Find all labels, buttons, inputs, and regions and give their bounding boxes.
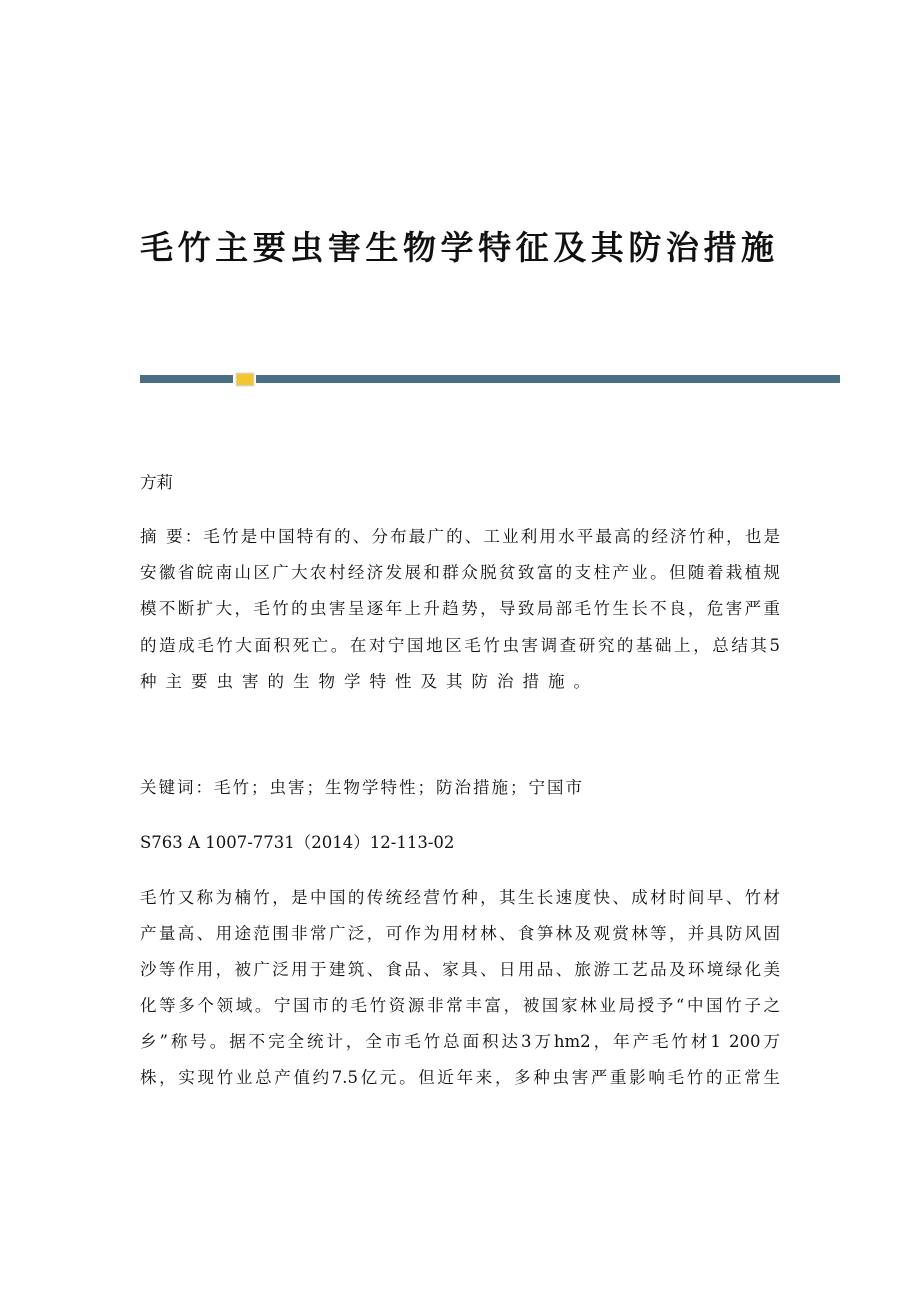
body-line: 沙等作用，被广泛用于建筑、食品、家具、日用品、旅游工艺品及环境绿化美: [140, 960, 780, 979]
abstract-line: 种主要虫害的生物学特性及其防治措施。: [140, 672, 599, 691]
divider-left: [140, 375, 233, 383]
abstract-line: 安徽省皖南山区广大农村经济发展和群众脱贫致富的支柱产业。但随着栽植规: [140, 563, 780, 582]
abstract-line: 的造成毛竹大面积死亡。在对宁国地区毛竹虫害调查研究的基础上，总结其5: [140, 636, 780, 655]
abstract-line: 摘 要：毛竹是中国特有的、分布最广的、工业利用水平最高的经济竹种，也是: [140, 527, 780, 546]
classification-code: S763 A 1007-7731（2014）12-113-02: [140, 833, 455, 852]
author: 方莉: [140, 473, 173, 492]
abstract-line: 模不断扩大，毛竹的虫害呈逐年上升趋势，导致局部毛竹生长不良，危害严重: [140, 599, 780, 618]
keywords: 关键词：毛竹；虫害；生物学特性；防治措施；宁国市: [140, 778, 584, 797]
body-line: 乡”称号。据不完全统计，全市毛竹总面积达3万hm2，年产毛竹材1 200万: [140, 1032, 780, 1051]
body-line: 株，实现竹业总产值约7.5亿元。但近年来，多种虫害严重影响毛竹的正常生: [140, 1068, 780, 1087]
divider-right: [256, 375, 840, 383]
divider-ornament-icon: [236, 373, 254, 386]
body-line: 化等多个领域。宁国市的毛竹资源非常丰富，被国家林业局授予“中国竹子之: [140, 996, 780, 1015]
document-title: 毛竹主要虫害生物学特征及其防治措施: [140, 228, 776, 267]
body-line: 毛竹又称为楠竹，是中国的传统经营竹种，其生长速度快、成材时间早、竹材: [140, 888, 780, 907]
body-line: 产量高、用途范围非常广泛，可作为用材林、食笋林及观赏林等，并具防风固: [140, 924, 780, 943]
